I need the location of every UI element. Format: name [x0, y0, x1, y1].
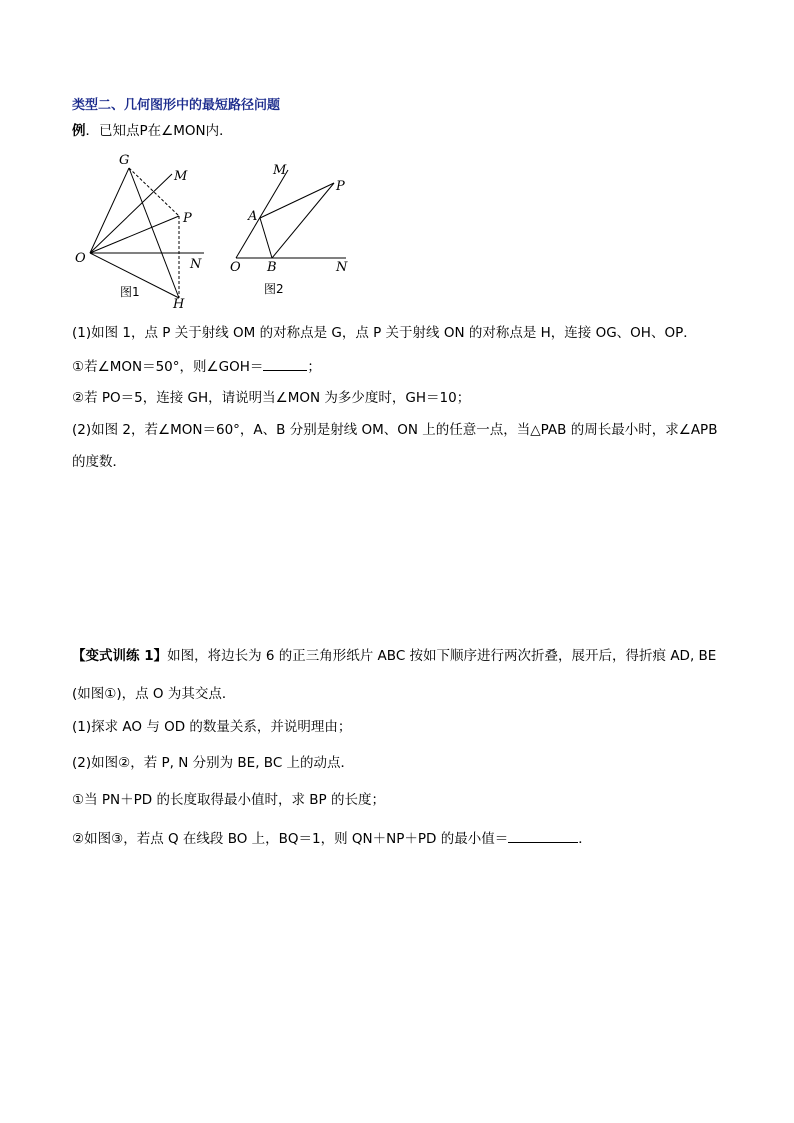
example-text: ．已知点P在∠MON内．	[85, 123, 233, 139]
fig2-label-a: A	[248, 209, 258, 224]
fig2-ray-om	[236, 170, 288, 258]
answer-blank	[263, 356, 307, 371]
example-stem	[72, 121, 233, 141]
fig2-label-n: N	[336, 260, 348, 275]
variant-label: 【变式训练 1】	[72, 648, 168, 664]
q1-sub1	[72, 356, 321, 377]
fig2-label-o: O	[230, 260, 241, 275]
fig2-line-ap	[260, 183, 334, 218]
variant-q1: (1)探求 AO 与 OD 的数量关系，并说明理由；	[72, 719, 352, 735]
fig1-ray-om	[90, 174, 172, 253]
figure-1	[72, 150, 222, 310]
q1-sub1-text: ①若∠MON＝50°，则∠GOH＝	[72, 359, 264, 375]
fig1-label-o: O	[75, 251, 86, 266]
fig1-line-op	[90, 216, 179, 253]
variant-line1	[72, 646, 716, 666]
variant-q2-sub2-end: ．	[578, 831, 592, 847]
fig1-line-og	[90, 168, 129, 253]
fig2-line-ab	[260, 218, 272, 258]
q1-sub2: ②若 PO＝5，连接 GH，请说明当∠MON 为多少度时，GH＝10；	[72, 390, 471, 406]
variant-line2: (如图①)，点 O 为其交点．	[72, 686, 236, 702]
figure-2	[226, 158, 366, 308]
fig1-caption: 图1	[120, 285, 140, 299]
q1-text: (1)如图 1，点 P 关于射线 OM 的对称点是 G，点 P 关于射线 ON 的对称点是 H，连接 OG、OH、OP．	[72, 325, 697, 341]
q2-line1: (2)如图 2，若∠MON＝60°，A、B 分别是射线 OM、ON 上的任意一点，当△PAB 的周长最小时，求∠APB	[72, 422, 718, 438]
fig1-label-p: P	[183, 211, 192, 226]
example-label: 例	[72, 123, 86, 139]
q1-sub1-end: ；	[307, 359, 321, 375]
fig2-label-p: P	[336, 179, 345, 194]
section-title: 类型二、几何图形中的最短路径问题	[72, 98, 281, 113]
fig1-label-h: H	[173, 297, 185, 312]
fig2-label-b: B	[267, 260, 277, 275]
variant-q2: (2)如图②，若 P, N 分别为 BE, BC 上的动点．	[72, 755, 355, 771]
variant-q2-sub1: ①当 PN＋PD 的长度取得最小值时，求 BP 的长度；	[72, 792, 385, 808]
fig1-label-m: M	[174, 169, 188, 184]
fig2-label-m: M	[273, 163, 287, 178]
variant-q2-sub2	[72, 828, 592, 849]
fig1-label-g: G	[119, 153, 130, 168]
fig2-line-bp	[272, 183, 334, 258]
q2-line2: 的度数．	[72, 454, 126, 470]
fig2-caption: 图2	[264, 282, 284, 296]
variant-stem: 如图，将边长为 6 的正三角形纸片 ABC 按如下顺序进行两次折叠，展开后，得折痕 AD, BE	[167, 648, 717, 664]
variant-q2-sub2-text: ②如图③，若点 Q 在线段 BO 上，BQ＝1，则 QN＋NP＋PD 的最小值＝	[72, 831, 509, 847]
fig1-line-gh	[129, 168, 179, 298]
answer-blank-2	[508, 828, 578, 843]
fig1-label-n: N	[190, 257, 202, 272]
